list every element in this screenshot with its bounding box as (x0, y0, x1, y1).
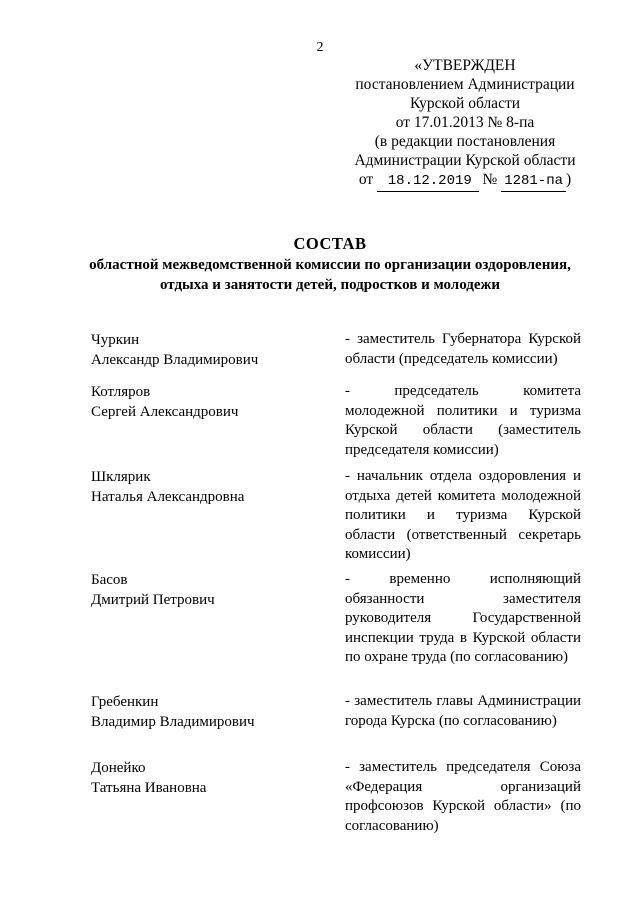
number-field (501, 170, 566, 192)
date-prefix: от (358, 171, 374, 188)
approval-stamp (345, 56, 585, 192)
date-value: 18.12.2019 (387, 173, 472, 189)
page-number: 2 (316, 40, 324, 55)
member-given-names: Владимир Владимирович (91, 714, 255, 730)
heading-subtitle-line: отдыха и занятости детей, подростков и молодежи (159, 277, 501, 293)
member-role: - заместитель председателя Союза «Федерация организаций профсоюзов Курской области» (по согласованию) (345, 759, 581, 834)
approval-date-line (345, 170, 585, 192)
member-surname: Донейко (91, 760, 146, 776)
approval-line: Курской области (409, 95, 521, 112)
member-role: - начальник отдела оздоровления и отдыха детей комитета молодежной политики и туризма Курской области (ответственный секретарь комиссии) (345, 468, 581, 562)
member-role: - заместитель Губернатора Курской области (председатель комиссии) (345, 331, 581, 367)
member-surname: Чуркин (91, 332, 140, 348)
member-name (91, 692, 331, 732)
heading-subtitle-line: областной межведомственной комиссии по организации оздоровления, (89, 257, 571, 273)
member-given-names: Дмитрий Петрович (91, 592, 215, 608)
member-name (91, 758, 331, 798)
date-field (377, 170, 479, 192)
approval-line: Администрации Курской области (354, 152, 576, 169)
member-surname: Котляров (91, 384, 151, 400)
member-given-names: Наталья Александровна (91, 489, 245, 505)
member-surname: Гребенкин (91, 694, 159, 710)
approval-line: (в редакции постановления (374, 133, 556, 150)
member-given-names: Александр Владимирович (91, 352, 259, 368)
closing-paren: ) (566, 171, 572, 188)
member-name (91, 570, 331, 610)
member-name (91, 330, 331, 370)
member-name (91, 467, 331, 507)
approval-line: от 17.01.2013 № 8-па (395, 114, 535, 131)
member-role: - председатель комитета молодежной политики и туризма Курской области (заместитель председателя комиссии) (345, 383, 581, 458)
member-role: - заместитель главы Администрации города Курска (по согласованию) (345, 693, 581, 729)
member-name (91, 382, 331, 422)
member-given-names: Сергей Александрович (91, 404, 239, 420)
number-prefix: № (482, 171, 498, 188)
heading-title: СОСТАВ (293, 234, 367, 253)
approval-line: постановлением Администрации (355, 76, 575, 93)
member-surname: Шклярик (91, 469, 151, 485)
approval-line: «УТВЕРЖДЕН (414, 57, 516, 74)
member-surname: Басов (91, 572, 128, 588)
member-given-names: Татьяна Ивановна (91, 780, 207, 796)
number-value: 1281-па (504, 173, 564, 189)
document-heading (60, 233, 600, 295)
member-role: - временно исполняющий обязанности заместителя руководителя Государственной инспекции труда в Курской области по охране труда (по согласованию) (345, 571, 581, 665)
